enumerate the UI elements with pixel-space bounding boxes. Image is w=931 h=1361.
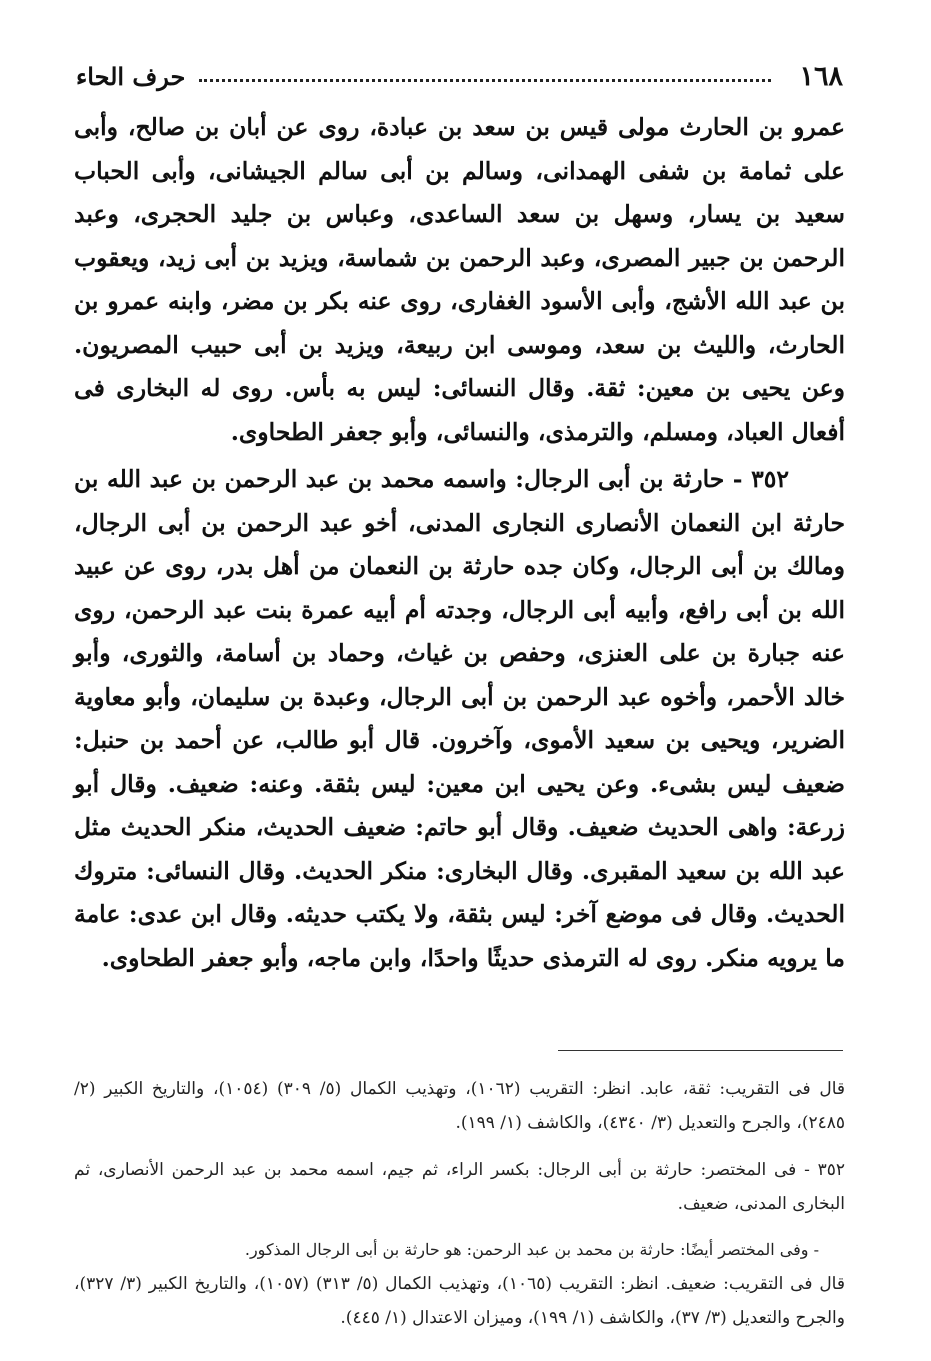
page-header bbox=[76, 56, 843, 96]
page-number: ١٦٨ bbox=[799, 60, 843, 92]
body-paragraph-1: عمرو بن الحارث مولى قيس بن سعد بن عبادة، روى عن أبان بن صالح، وأبى على ثمامة بن شفى الهمدانى، وسالم بن أبى سالم الجيشانى، وأبى الحباب سعيد بن يسار، وسهل بن سعد الساعدى، وعباس بن جليد الحجرى، وعبد الرحمن بن جبير المصرى، وعبد الرحمن بن شماسة، ويزيد بن أبى زيد، ويعقوب بن عبد الله الأشج، وأبى الأسود الغفارى، روى عنه بكر بن مضر، وابنه عمرو بن الحارث، والليث بن سعد، وموسى ابن ربيعة، ويزيد بن أبى حبيب المصريون. وعن يحيى بن معين: ثقة. وقال النسائى: ليس به بأس. روى له البخارى فى أفعال العباد، ومسلم، والترمذى، والنسائى، وأبو جعفر الطحاوى. bbox=[74, 113, 845, 446]
footnote-1: قال فى التقريب: ثقة، عابد. انظر: التقريب (١٠٦٢)، وتهذيب الكمال (٥/ ٣٠٩) (١٠٥٤)، والتاريخ الكبير (٢/ ٢٤٨٥)، والجرح والتعديل (٣/ ٤٣٤٠)، والكاشف (١/ ١٩٩). bbox=[74, 1079, 846, 1133]
footnote-4: قال فى التقريب: ضعيف. انظر: التقريب (١٠٦٥)، وتهذيب الكمال (٥/ ٣١٣) (١٠٥٧)، والتاريخ الكبير (٣/ ٣٢٧)، والجرح والتعديل (٣/ ٣٧)، والكاشف (١/ ١٩٩)، وميزان الاعتدال (١/ ٤٤٥). bbox=[74, 1274, 845, 1328]
dotted-leader bbox=[199, 79, 771, 82]
footnote-3: - وفى المختصر أيضًا: حارثة بن محمد بن عبد الرحمن: هو حارثة بن أبى الرجال المذكور. bbox=[244, 1240, 819, 1259]
running-title: حرف الحاء bbox=[76, 61, 186, 91]
body-paragraph-352: ٣٥٢ - حارثة بن أبى الرجال: واسمه محمد بن عبد الرحمن بن عبد الله بن حارثة ابن النعمان الأنصارى النجارى المدنى، أخو عبد الرحمن بن أبى الرجال، ومالك بن أبى الرجال، وكان جده حارثة بن النعمان من أهل بدر، روى عن عبيد الله بن أبى رافع، وأبيه أبى الرجال، وجدته أم أبيه عمرة بنت عبد الرحمن، روى عنه جبارة بن على العنزى، وحفص بن غياث، وحماد بن أسامة، والثورى، وأبو خالد الأحمر، وأخوه عبد الرحمن بن أبى الرجال، وعبدة بن سليمان، وأبو معاوية الضرير، ويحيى بن سعيد الأموى، وآخرون. قال أبو طالب، عن أحمد بن حنبل: ضعيف ليس بشىء. وعن يحيى ابن معين: ليس بثقة. وعنه: ضعيف. وقال أبو زرعة: واهى الحديث ضعيف. وقال أبو حاتم: ضعيف الحديث، منكر الحديث مثل عبد الله بن سعيد المقبرى. وقال البخارى: منكر الحديث. وقال النسائى: متروك الحديث. وقال فى موضع آخر: ليس بثقة، ولا يكتب حديثه. وقال ابن عدى: عامة ما يرويه منكر. روى له الترمذى حديثًا واحدًا، وابن ماجه، وأبو جعفر الطحاوى. bbox=[74, 465, 845, 972]
footnote-separator bbox=[558, 1050, 843, 1051]
footnote-2: ٣٥٢ - فى المختصر: حارثة بن أبى الرجال: بكسر الراء، ثم جيم، اسمه محمد بن عبد الرحمن الأنصارى، ثم البخارى المدنى، ضعيف. bbox=[74, 1160, 845, 1214]
